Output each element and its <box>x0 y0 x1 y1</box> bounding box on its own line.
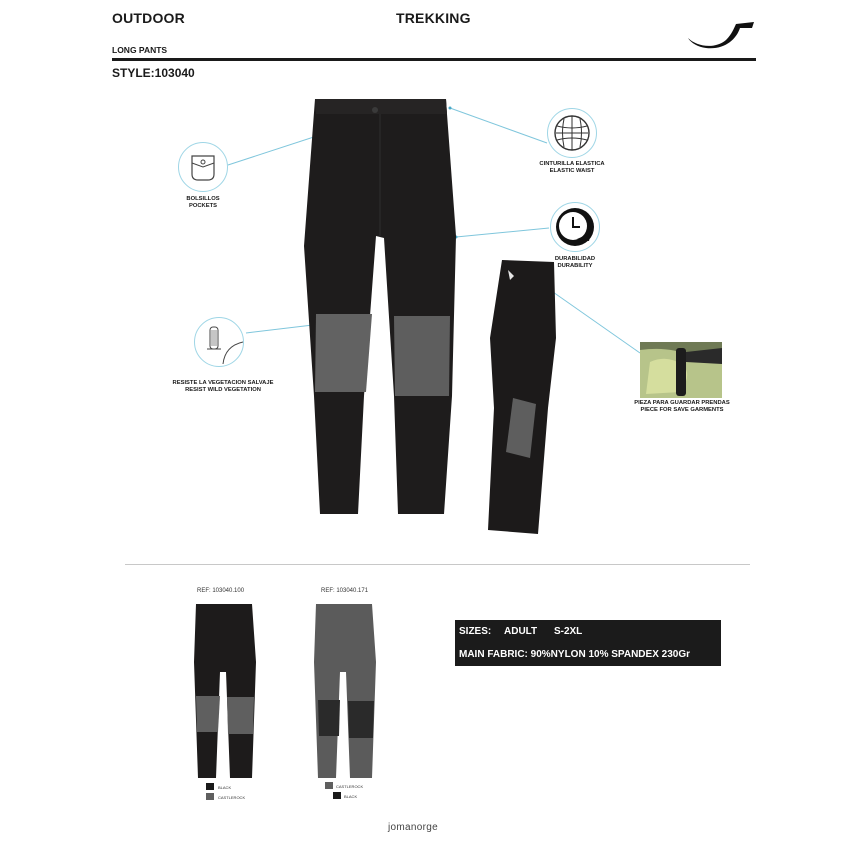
variant-1-swatch-castlerock-label: CASTLEROCK <box>218 795 246 800</box>
pockets-label-es: BOLSILLOS <box>186 196 220 202</box>
sizes-group: ADULT <box>504 626 538 637</box>
pants-front-image <box>300 96 460 520</box>
variant-1-ref: REF: 103040.100 <box>197 588 245 594</box>
variant-2-swatch-black-label: BLACK <box>344 794 358 799</box>
storage-label-es: PIEZA PARA GUARDAR PRENDAS <box>634 400 730 406</box>
vegetation-label-en: RESIST WILD VEGETATION <box>185 387 261 393</box>
elastic-waist-label-es: CINTURILLA ELASTICA <box>539 161 605 167</box>
category-title: OUTDOOR <box>112 10 185 26</box>
elastic-waist-label <box>527 161 617 175</box>
variant-2-ref: REF: 103040.171 <box>321 588 369 594</box>
durability-label-es: DURABILIDAD <box>554 256 596 262</box>
storage-photo <box>640 342 722 398</box>
vegetation-feature-badge <box>194 317 244 367</box>
pocket-icon <box>179 143 227 191</box>
pockets-feature-badge <box>178 142 228 192</box>
durability-feature-badge <box>550 202 600 252</box>
vegetation-label <box>160 380 286 394</box>
vegetation-label-es: RESISTE LA VEGETACION SALVAJE <box>172 380 274 386</box>
sizes-row <box>459 626 582 637</box>
fabric-label: MAIN FABRIC: <box>459 649 528 660</box>
line-title: TREKKING <box>396 10 471 26</box>
variant-1-swatch-black[interactable] <box>206 783 214 790</box>
elastic-waist-icon <box>548 109 596 157</box>
durability-label-en: DURABILITY <box>557 263 593 269</box>
style-number: STYLE:103040 <box>112 66 195 80</box>
variant-1-swatch-castlerock[interactable] <box>206 793 214 800</box>
variant-2-swatch-castlerock[interactable] <box>325 782 333 789</box>
pockets-label <box>168 196 238 210</box>
elastic-waist-label-en: ELASTIC WAIST <box>549 168 595 174</box>
vegetation-icon <box>195 318 243 366</box>
elastic-waist-feature-badge <box>547 108 597 158</box>
product-type: LONG PANTS <box>112 45 168 55</box>
variant-2-swatch-castlerock-label: CASTLEROCK <box>336 784 364 789</box>
fabric-row <box>459 649 690 660</box>
footer-brand: jomanorge <box>388 822 438 833</box>
variant-2-swatch-black[interactable] <box>333 792 341 799</box>
durability-icon <box>551 203 599 251</box>
sizes-range: S-2XL <box>553 626 583 637</box>
storage-label-en: PIECE FOR SAVE GARMENTS <box>640 407 724 413</box>
spec-box <box>455 620 721 666</box>
section-divider <box>125 564 750 565</box>
pants-side-image <box>486 258 560 538</box>
fabric-value: 90%NYLON 10% SPANDEX 230Gr <box>530 649 690 660</box>
sizes-label: SIZES: <box>459 626 492 637</box>
storage-label <box>612 400 752 414</box>
variant-2-pants-image <box>312 602 382 782</box>
variant-1-swatch-black-label: BLACK <box>218 785 232 790</box>
variant-1-pants-image <box>190 602 260 782</box>
pockets-label-en: POCKETS <box>188 203 218 209</box>
